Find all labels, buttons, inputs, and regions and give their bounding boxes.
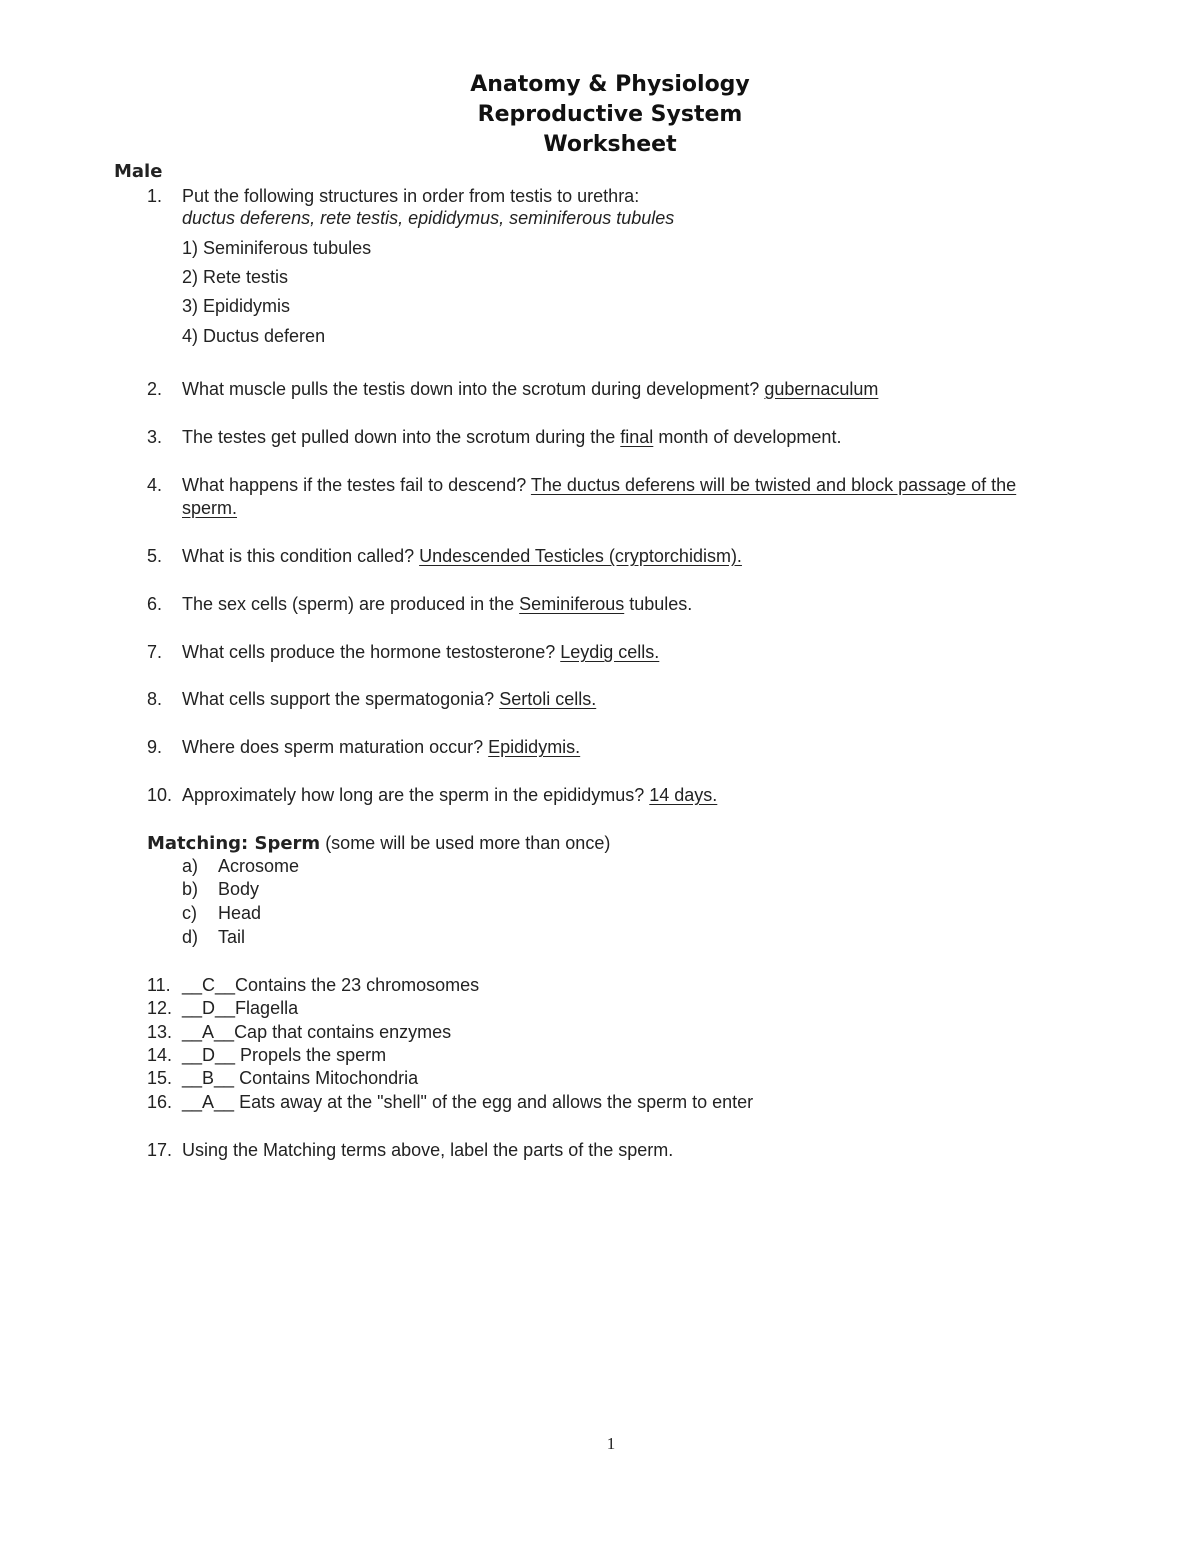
page-number: 1: [606, 1434, 616, 1453]
question-prompt: The sex cells (sperm) are produced in the: [182, 594, 515, 614]
matching-heading: [147, 831, 610, 856]
question-number: 9.: [147, 737, 163, 757]
worksheet-title: [0, 70, 1200, 160]
answer-text: The ductus deferens will be twisted and block passage of the: [530, 475, 1017, 495]
match-item: [147, 1066, 418, 1090]
answer-text: Sertoli cells.: [499, 689, 597, 709]
question-number: 1.: [147, 186, 163, 206]
match-item-text: Cap that contains enzymes: [234, 1022, 452, 1042]
question-8: [147, 687, 596, 711]
question-number: 4.: [147, 475, 163, 495]
question-prompt: What is this condition called?: [182, 546, 415, 566]
matching-option: [182, 854, 299, 878]
question-prompt: What muscle pulls the testis down into the scrotum during development?: [182, 379, 760, 399]
question-prompt: The testes get pulled down into the scrotum during the: [182, 427, 616, 447]
answer-line: 4) Ductus deferen: [182, 326, 326, 346]
title-line-3: Worksheet: [543, 132, 677, 157]
question-number: 17.: [147, 1140, 173, 1160]
match-item: [147, 1020, 451, 1044]
matching-option: [182, 901, 261, 925]
section-heading-male: Male: [114, 161, 163, 182]
question-4: [147, 473, 1016, 497]
title-line-1: Anatomy & Physiology: [470, 72, 750, 97]
question-number: 12.: [147, 998, 173, 1018]
question-6: [147, 592, 692, 616]
question-prompt-end: tubules.: [629, 594, 693, 614]
question-number: 8.: [147, 689, 163, 709]
question-prompt: Approximately how long are the sperm in the epididymus?: [182, 785, 645, 805]
question-17: [147, 1138, 673, 1162]
question-number: 2.: [147, 379, 163, 399]
answer-blank: __B__: [182, 1068, 235, 1088]
answer-text: gubernaculum: [764, 379, 879, 399]
option-term: Acrosome: [218, 856, 300, 876]
question-prompt: Where does sperm maturation occur?: [182, 737, 484, 757]
question-number: 3.: [147, 427, 163, 447]
option-letter: c): [182, 903, 197, 923]
match-item-text: Flagella: [235, 998, 299, 1018]
match-item-text: Contains Mitochondria: [234, 1068, 419, 1088]
answer-blank: __D__: [182, 1045, 236, 1065]
match-item-text: Propels the sperm: [235, 1045, 387, 1065]
answer-text: Epididymis.: [488, 737, 581, 757]
answer-blank: __C__: [182, 975, 236, 995]
answer-line: 1) Seminiferous tubules: [182, 238, 372, 258]
question-prompt: What cells produce the hormone testosterone?: [182, 642, 556, 662]
question-number: 15.: [147, 1068, 173, 1088]
answer-line: 2) Rete testis: [182, 267, 289, 287]
matching-option: [182, 925, 245, 949]
question-prompt-end: month of development.: [658, 427, 842, 447]
question-number: 16.: [147, 1092, 173, 1112]
option-letter: b): [182, 879, 199, 899]
question-prompt: What happens if the testes fail to descend?: [182, 475, 527, 495]
question-1: [147, 184, 639, 208]
match-item: [147, 1090, 753, 1114]
title-line-2: Reproductive System: [477, 102, 743, 127]
question-number: 11.: [147, 975, 171, 995]
question-number: 13.: [147, 1022, 173, 1042]
question-10: [147, 783, 717, 807]
question-3: [147, 425, 841, 449]
match-item-text: Eats away at the "shell" of the egg and allows the sperm to enter: [234, 1092, 754, 1112]
matching-title: Matching: Sperm: [147, 833, 321, 854]
question-number: 6.: [147, 594, 163, 614]
question-number: 7.: [147, 642, 163, 662]
answer-text: 14 days.: [649, 785, 718, 805]
matching-note: (some will be used more than once): [325, 833, 611, 853]
answer-blank: __D__: [182, 998, 236, 1018]
answer-text: Leydig cells.: [560, 642, 660, 662]
question-prompt: Put the following structures in order from testis to urethra:: [182, 186, 640, 206]
answer-text: Seminiferous: [519, 594, 625, 614]
question-9: [147, 735, 580, 759]
question-prompt: What cells support the spermatogonia?: [182, 689, 495, 709]
match-item: [147, 973, 479, 997]
question-7: [147, 640, 659, 664]
answer-text: final: [620, 427, 654, 447]
answer-blank: __A__: [182, 1092, 235, 1112]
match-item-text: Contains the 23 chromosomes: [235, 975, 480, 995]
question-number: 14.: [147, 1045, 173, 1065]
question-2: [147, 377, 878, 401]
option-term: Tail: [218, 927, 246, 947]
match-item: [147, 996, 298, 1020]
question-number: 10.: [147, 785, 173, 805]
answer-line: 3) Epididymis: [182, 296, 291, 316]
answer-text-continued: sperm.: [182, 498, 238, 518]
question-1-terms: ductus deferens, rete testis, epididymus, seminiferous tubules: [182, 208, 675, 228]
option-term: Head: [218, 903, 262, 923]
option-letter: d): [182, 927, 199, 947]
matching-option: [182, 877, 259, 901]
answer-blank: __A__: [182, 1022, 235, 1042]
option-letter: a): [182, 856, 199, 876]
match-item: [147, 1043, 386, 1067]
question-5: [147, 544, 742, 568]
question-prompt: Using the Matching terms above, label the parts of the sperm.: [182, 1140, 674, 1160]
option-term: Body: [218, 879, 260, 899]
answer-text: Undescended Testicles (cryptorchidism).: [419, 546, 742, 566]
question-number: 5.: [147, 546, 163, 566]
